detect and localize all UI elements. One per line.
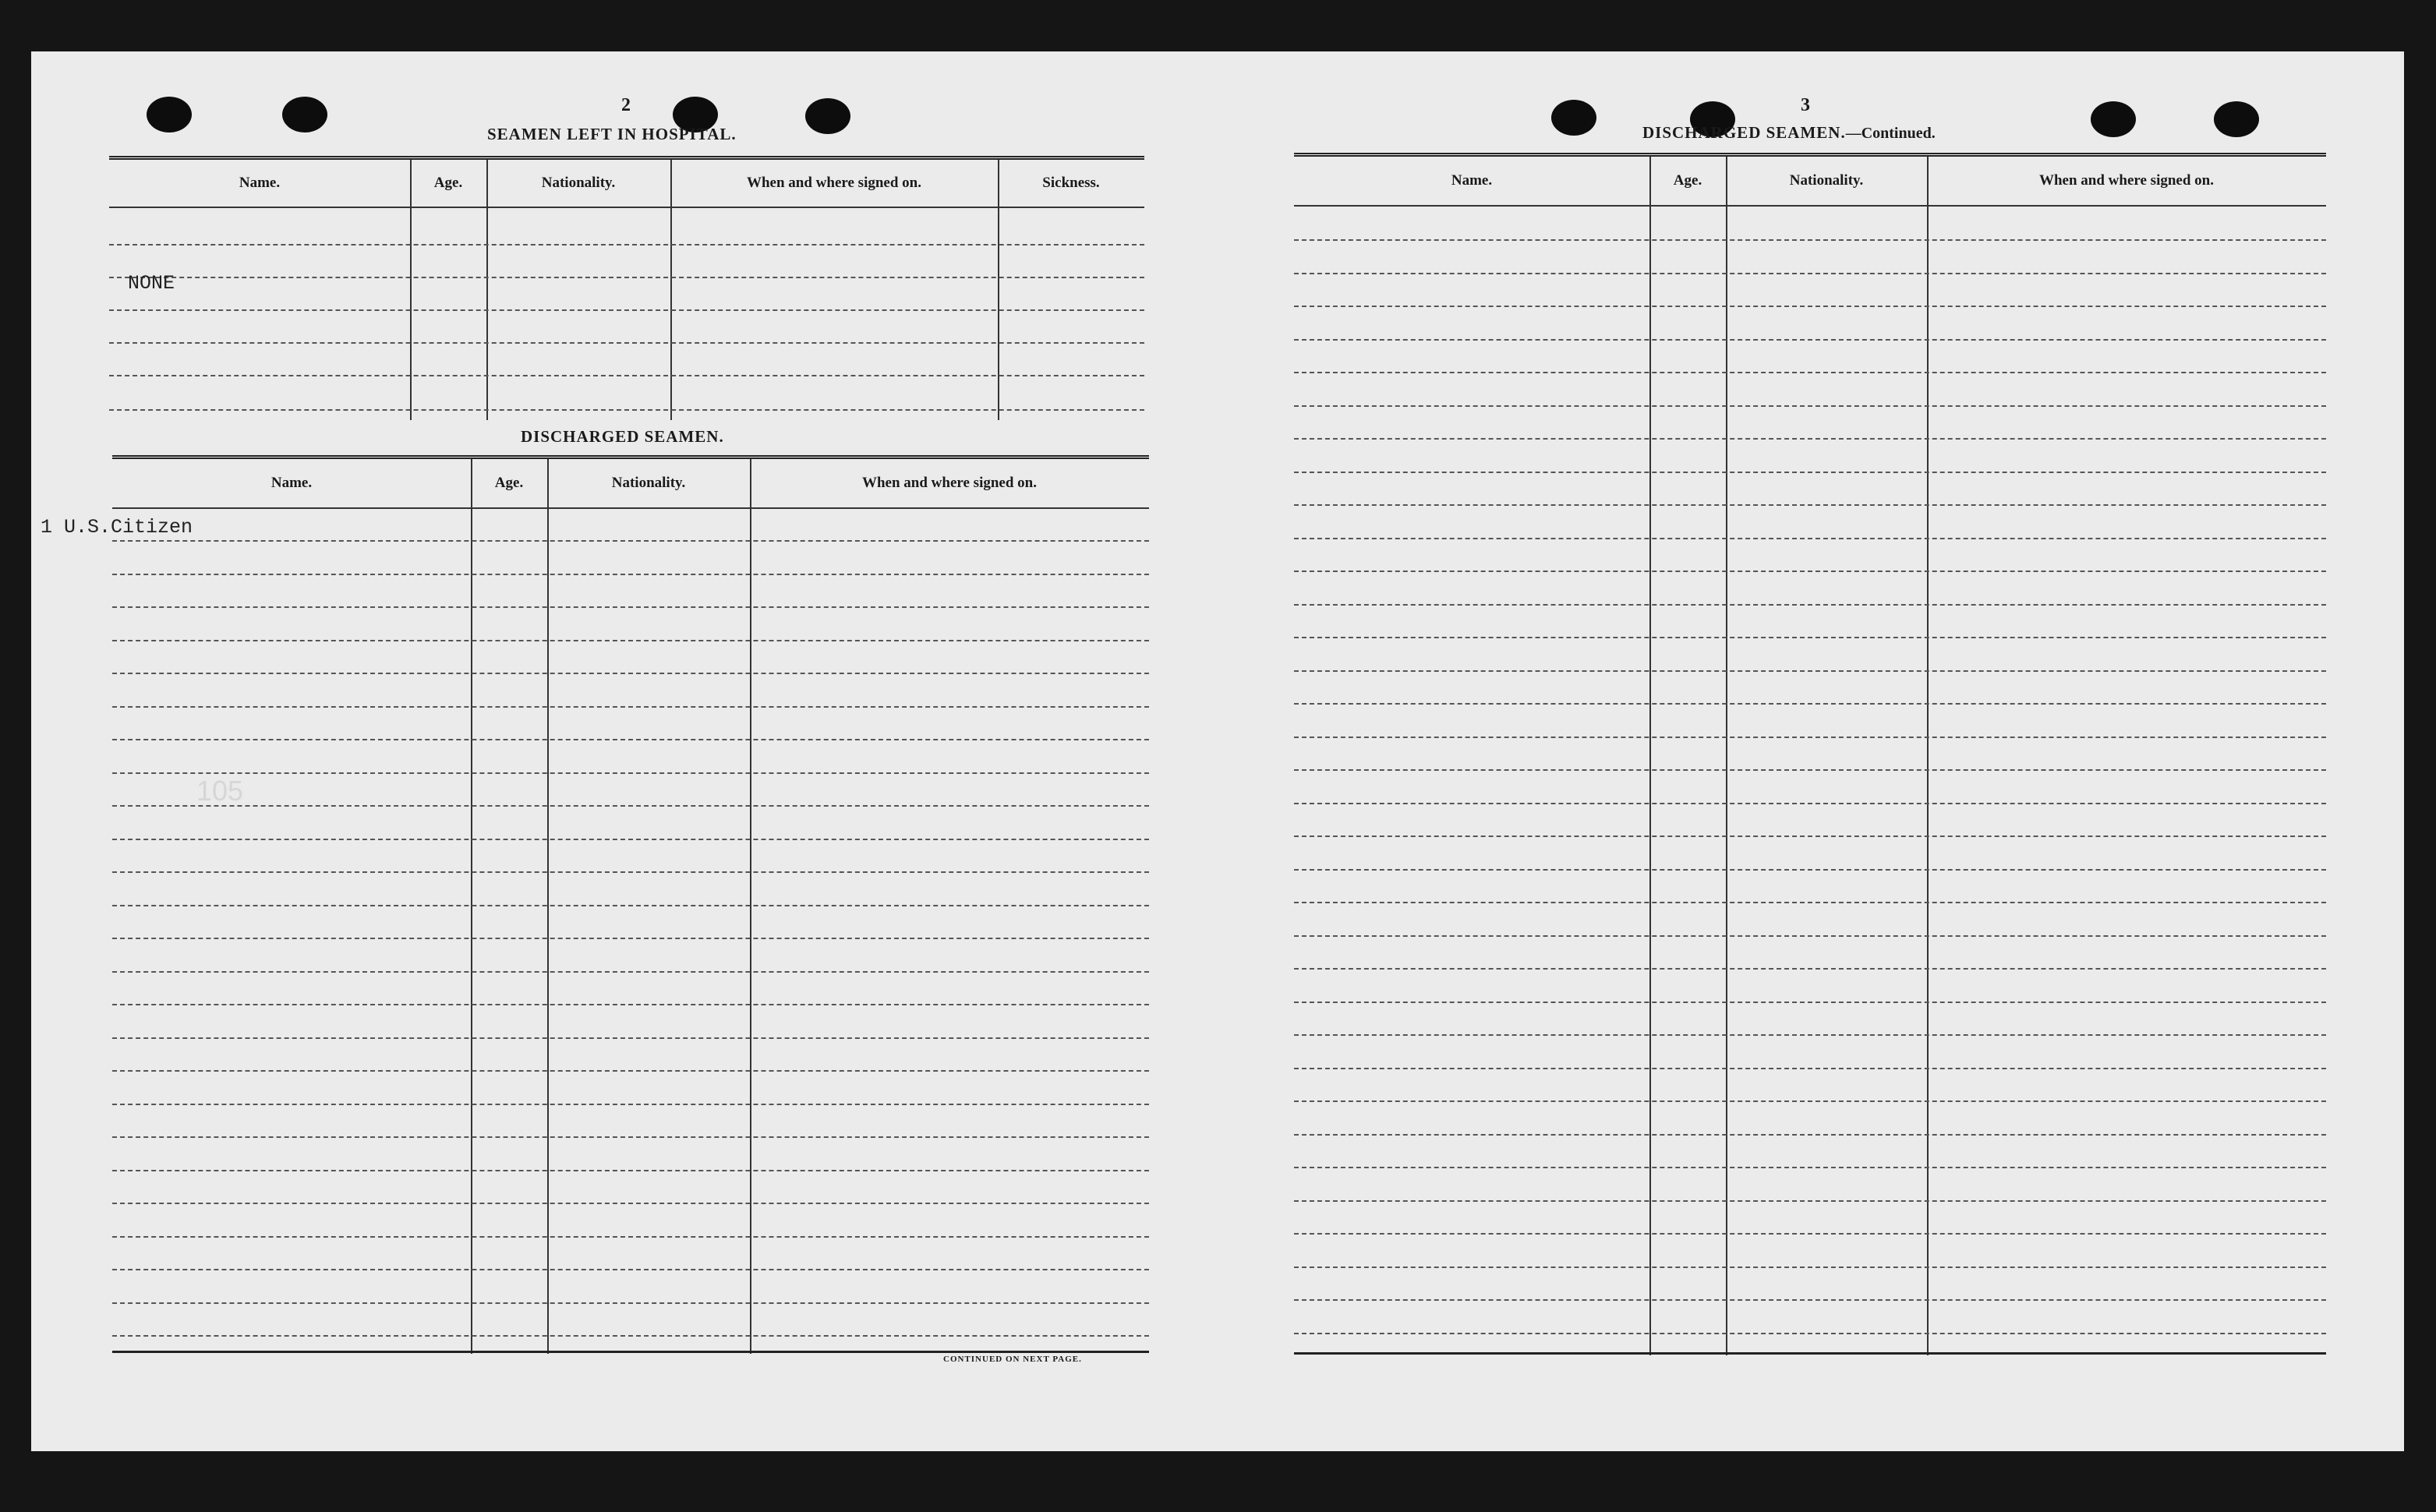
ruled-row-line: [112, 1037, 1149, 1039]
ruled-row-line: [1294, 538, 2326, 539]
punch-hole-icon: [147, 97, 192, 132]
ruled-row-line: [1294, 1034, 2326, 1036]
ruled-row-line: [112, 640, 1149, 641]
ruled-row-line: [1294, 968, 2326, 970]
col-header-nationality: Nationality.: [541, 175, 616, 191]
ruled-row-line: [1294, 835, 2326, 837]
ruled-row-line: [112, 1104, 1149, 1105]
ruled-row-line: [1294, 1068, 2326, 1069]
ruled-row-line: [1294, 902, 2326, 903]
discharged-section-title: DISCHARGED SEAMEN.: [521, 427, 724, 446]
ruled-row-line: [1294, 571, 2326, 572]
ruled-row-line: [1294, 438, 2326, 440]
punch-hole-icon: [282, 97, 327, 132]
ruled-row-line: [1294, 670, 2326, 672]
ruled-row-line: [112, 839, 1149, 840]
ruled-row-line: [112, 1335, 1149, 1337]
ruled-row-line: [1294, 273, 2326, 274]
ruled-row-line: [1294, 472, 2326, 473]
continued-note: CONTINUED ON NEXT PAGE.: [943, 1355, 1082, 1364]
punch-hole-icon: [805, 98, 850, 134]
ruled-row-line: [112, 938, 1149, 939]
col-header-signed-on: When and where signed on.: [746, 175, 921, 191]
ruled-row-line: [1294, 637, 2326, 638]
punch-hole-icon: [2091, 101, 2136, 137]
ruled-row-line: [112, 805, 1149, 807]
ruled-row-line: [1294, 769, 2326, 771]
ruled-row-line: [1294, 703, 2326, 705]
ruled-row-line: [1294, 1233, 2326, 1235]
ruled-row-line: [112, 1302, 1149, 1304]
ruled-row-line: [1294, 1266, 2326, 1268]
discharged-entry: 1 U.S.Citizen: [41, 516, 193, 539]
ruled-row-line: [1294, 306, 2326, 307]
ruled-row-line: [112, 971, 1149, 973]
col-header-signed-on: When and where signed on.: [2038, 172, 2214, 189]
discharged-table-left: [112, 455, 1149, 1354]
col-header-name: Name.: [270, 475, 313, 491]
ruled-row-line: [112, 772, 1149, 774]
ruled-row-line: [112, 540, 1149, 542]
page-number-right: 3: [1801, 95, 1811, 115]
page-number-left: 2: [621, 95, 631, 115]
col-header-name: Name.: [239, 175, 281, 191]
hospital-section-title: SEAMEN LEFT IN HOSPITAL.: [487, 125, 737, 143]
ruled-row-line: [1294, 604, 2326, 606]
col-header-age: Age.: [1673, 172, 1702, 189]
ruled-row-line: [112, 1136, 1149, 1138]
punch-hole-icon: [2214, 101, 2259, 137]
ruled-row-line: [112, 673, 1149, 674]
ruled-row-line: [112, 1170, 1149, 1171]
ruled-row-line: [112, 706, 1149, 708]
col-header-name: Name.: [1451, 172, 1493, 189]
ruled-row-line: [1294, 1299, 2326, 1301]
hospital-table: [109, 156, 1144, 420]
ruled-row-line: [112, 1203, 1149, 1204]
continued-table-header: [1294, 157, 2326, 207]
ruled-row-line: [112, 739, 1149, 740]
col-header-nationality: Nationality.: [1789, 172, 1864, 189]
ruled-row-line: [1294, 869, 2326, 871]
ruled-row-line: [1294, 803, 2326, 804]
punch-hole-icon: [1551, 100, 1596, 136]
ruled-row-line: [1294, 1200, 2326, 1202]
col-header-age: Age.: [433, 175, 463, 191]
ruled-row-line: [1294, 339, 2326, 341]
ruled-row-line: [1294, 504, 2326, 506]
ruled-row-line: [112, 1004, 1149, 1005]
col-header-signed-on: When and where signed on.: [861, 475, 1037, 491]
ruled-row-line: [1294, 1167, 2326, 1168]
continued-section-title: [1642, 123, 1936, 143]
ruled-row-line: [112, 905, 1149, 906]
paper-sheet: [31, 51, 2404, 1451]
ruled-row-line: [1294, 1100, 2326, 1102]
col-header-sickness: Sickness.: [1042, 175, 1100, 191]
col-header-age: Age.: [494, 475, 524, 491]
hospital-table-header: [109, 160, 1144, 208]
continued-title-main: DISCHARGED SEAMEN.: [1642, 123, 1846, 142]
ruled-row-line: [112, 871, 1149, 873]
ruled-row-line: [1294, 737, 2326, 738]
ruled-row-line: [1294, 405, 2326, 407]
ruled-row-line: [112, 1070, 1149, 1072]
continued-title-suffix: —Continued.: [1845, 125, 1936, 142]
ruled-row-line: [1294, 372, 2326, 373]
ruled-row-line: [1294, 239, 2326, 241]
ruled-row-line: [112, 606, 1149, 608]
ruled-row-line: [112, 574, 1149, 575]
bleed-through-number: 105: [196, 775, 244, 807]
ruled-row-line: [1294, 1134, 2326, 1136]
ruled-row-line: [1294, 1002, 2326, 1003]
ruled-row-line: [112, 1269, 1149, 1270]
hospital-entry: NONE: [128, 272, 175, 295]
ruled-row-line: [1294, 935, 2326, 937]
ruled-row-line: [1294, 1333, 2326, 1334]
discharged-table-right: [1294, 153, 2326, 1355]
ruled-row-line: [112, 1236, 1149, 1238]
discharged-table-header: [112, 459, 1149, 509]
col-header-nationality: Nationality.: [611, 475, 686, 491]
